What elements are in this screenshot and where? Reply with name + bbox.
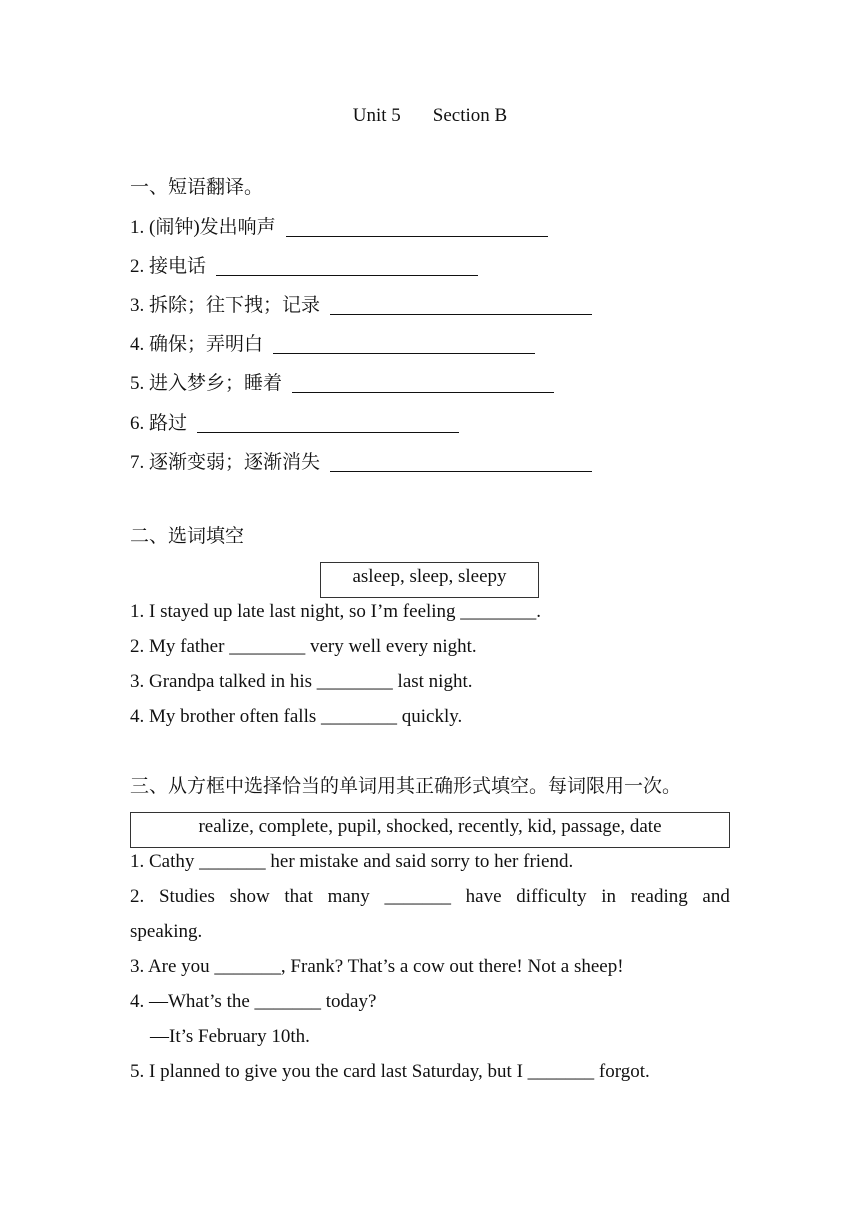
phrase-text: 4. 确保；弄明白 [130,334,264,355]
fill-item-3: 3. Are you _______, Frank? That’s a cow out there! Not a sheep! [130,956,624,977]
word: show [229,886,270,907]
answer-line[interactable] [286,216,548,237]
phrase-text: 3. 拆除；往下拽；记录 [130,295,321,316]
word-box: asleep, sleep, sleepy [320,562,539,598]
fill-item-2-cont: speaking. [130,921,203,942]
answer-line[interactable] [197,412,459,433]
phrase-text: 7. 逐渐变弱；逐渐消失 [130,452,321,473]
fill-item-4-question: 4. —What’s the _______ today? [130,991,377,1012]
part2-heading: 二、选词填空 [130,526,245,547]
answer-line[interactable] [216,255,478,276]
phrase-item-7 [130,451,592,475]
fill-item-5: 5. I planned to give you the card last Saturday, but I _______ forgot. [130,1061,650,1082]
word: many [327,886,370,907]
page-title [0,104,860,128]
answer-line[interactable] [330,451,592,472]
word: that [284,886,313,907]
part3-heading: 三、从方框中选择恰当的单词用其正确形式填空。每词限用一次。 [130,776,682,797]
word: have [465,886,502,907]
unit-label: Unit 5 [352,105,401,126]
word: 2. [130,886,145,907]
answer-line[interactable] [330,294,592,315]
phrase-item-4 [130,333,535,357]
phrase-text: 5. 进入梦乡；睡着 [130,373,283,394]
fill-item-1: 1. I stayed up late last night, so I’m feeling ________. [130,601,542,622]
fill-item-2 [130,885,730,909]
blank: _______ [384,886,451,907]
phrase-text: 6. 路过 [130,413,188,434]
word-box: realize, complete, pupil, shocked, recently, kid, passage, date [130,812,730,848]
phrase-item-6 [130,412,459,436]
fill-item-4: 4. My brother often falls ________ quickly. [130,706,463,727]
word: in [601,886,617,907]
answer-line[interactable] [273,333,535,354]
word: difficulty [516,886,587,907]
fill-item-1: 1. Cathy _______ her mistake and said sorry to her friend. [130,851,574,872]
phrase-item-5 [130,372,554,396]
word: and [702,886,730,907]
phrase-item-2 [130,255,478,279]
fill-item-2: 2. My father ________ very well every night. [130,636,477,657]
phrase-item-3 [130,294,592,318]
phrase-text: 2. 接电话 [130,256,207,277]
section-label: Section B [432,105,508,126]
fill-item-4-answer: —It’s February 10th. [150,1026,310,1047]
part1-heading: 一、短语翻译。 [130,177,264,198]
phrase-text: 1. (闹钟)发出响声 [130,217,276,238]
phrase-item-1 [130,216,548,240]
fill-item-3: 3. Grandpa talked in his ________ last night. [130,671,473,692]
word: reading [630,886,688,907]
answer-line[interactable] [292,372,554,393]
word: Studies [158,886,215,907]
